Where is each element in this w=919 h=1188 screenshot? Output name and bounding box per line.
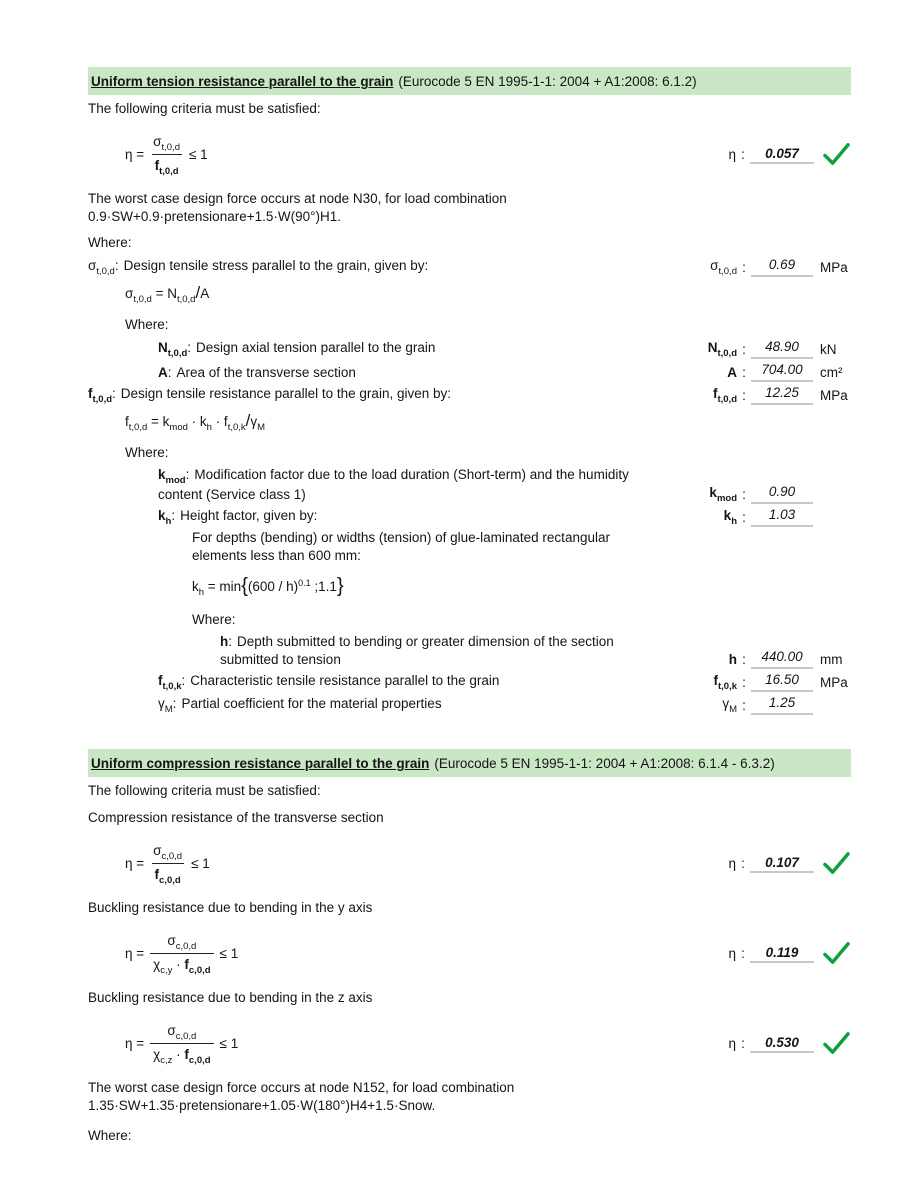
criterion-caption: Compression resistance of the transverse section bbox=[88, 810, 384, 825]
section-title: Uniform tension resistance parallel to the grain bbox=[91, 74, 394, 89]
section-code-reference: (Eurocode 5 EN 1995-1-1: 2004 + A1:2008: 6.1.4 - 6.3.2) bbox=[434, 756, 775, 771]
param-row-gammaM: $\gamma_M$: Partial coefficient for the material properties $\gamma_M$ : 1.25 bbox=[88, 694, 851, 715]
check-pass-icon bbox=[822, 1031, 851, 1056]
criterion-row-compression bbox=[88, 842, 851, 885]
result-block: η : 0.107 bbox=[655, 851, 851, 876]
kh-definition-formula: $k_h = \min\{(600 / h)^{0.1}$ ;1.1} bbox=[192, 575, 344, 598]
report-page bbox=[88, 0, 851, 1145]
where-label: Where: bbox=[88, 235, 132, 250]
fraction: $\frac{\sigma_{c,0,d}}{\chi_{c,y} \cdot f_{c,0,d}}$ bbox=[150, 932, 213, 975]
param-unit: cm² bbox=[820, 365, 843, 380]
kh-note-text: For depths (bending) or widths (tension) of glue-laminated rectangular elements less than 600 mm: bbox=[192, 530, 610, 563]
result-value: 0.119 bbox=[750, 945, 814, 963]
formula-lhs: η = bbox=[125, 147, 145, 162]
param-row-h: h: Depth submitted to bending or greater dimension of the section submitted to tension h : 440.00 mm bbox=[88, 633, 851, 669]
load-combination: 1.35·SW+1.35·pretensionare+1.05·W(180°)H4+1.5·Snow. bbox=[88, 1098, 436, 1113]
param-desc: Design tensile stress parallel to the grain, given by: bbox=[123, 258, 429, 273]
param-value: 12.25 bbox=[751, 384, 813, 405]
param-symbol: γ bbox=[158, 696, 165, 711]
result-value: 0.530 bbox=[750, 1035, 814, 1053]
criteria-intro-text: The following criteria must be satisfied: bbox=[88, 783, 321, 798]
param-symbol: h bbox=[220, 634, 229, 649]
param-symbol: A bbox=[158, 365, 168, 380]
param-desc: Area of the transverse section bbox=[176, 365, 356, 380]
where-label: Where: bbox=[88, 1128, 132, 1143]
formula-condition: ≤ 1 bbox=[191, 856, 210, 871]
param-symbol: N bbox=[158, 340, 168, 355]
section-code-reference: (Eurocode 5 EN 1995-1-1: 2004 + A1:2008: 6.1.2) bbox=[398, 74, 697, 89]
worst-case-text: The worst case design force occurs at node N152, for load combination 1.35·SW+1.35·pretensionare+1.05·W(180°)H4+1.5·Snow. bbox=[88, 1080, 515, 1113]
fraction: $\frac{\sigma_{c,0,d}}{\chi_{c,z} \cdot f_{c,0,d}}$ bbox=[150, 1022, 213, 1065]
param-value: 16.50 bbox=[751, 671, 813, 692]
result-block: η : 0.119 bbox=[655, 941, 851, 966]
param-value: 48.90 bbox=[751, 338, 813, 359]
ft0d-definition-formula: $f_{t,0,d} = k_{mod} \cdot k_h \cdot f_{t,0,k}/\gamma_M$ bbox=[125, 411, 266, 433]
result-block: η : 0.530 bbox=[655, 1031, 851, 1056]
result-symbol: η bbox=[728, 856, 736, 871]
param-unit: kN bbox=[820, 342, 837, 357]
param-desc: Design axial tension parallel to the grain bbox=[196, 340, 436, 355]
fraction: $\frac{\sigma_{t,0,d}}{f_{t,0,d}}$ bbox=[153, 134, 180, 177]
formula-lhs: η = bbox=[125, 856, 145, 871]
param-value: 704.00 bbox=[751, 361, 813, 382]
criteria-intro-text: The following criteria must be satisfied: bbox=[88, 101, 321, 116]
close-brace: } bbox=[336, 575, 344, 597]
param-unit: MPa bbox=[820, 675, 848, 690]
kh-note-row bbox=[88, 529, 851, 565]
param-value: 0.69 bbox=[751, 256, 813, 277]
param-symbol: σ bbox=[88, 258, 97, 273]
where-label: Where: bbox=[125, 317, 169, 332]
param-desc: Design tensile resistance parallel to the grain, given by: bbox=[120, 386, 451, 401]
criterion-row-buckling-y bbox=[88, 932, 851, 975]
param-value: 0.90 bbox=[751, 483, 813, 504]
section-header-compression bbox=[88, 749, 851, 777]
section-header-tension bbox=[88, 67, 851, 95]
check-pass-icon bbox=[822, 851, 851, 876]
param-symbol: k bbox=[158, 467, 166, 482]
check-pass-icon bbox=[822, 941, 851, 966]
formula-condition: ≤ 1 bbox=[189, 147, 208, 162]
param-desc: Partial coefficient for the material properties bbox=[181, 696, 442, 711]
check-pass-icon bbox=[822, 142, 851, 167]
criterion-row-buckling-z bbox=[88, 1022, 851, 1065]
param-desc: Characteristic tensile resistance parallel to the grain bbox=[190, 673, 500, 688]
param-unit: MPa bbox=[820, 260, 848, 275]
result-symbol: η bbox=[728, 147, 736, 162]
param-value: 440.00 bbox=[751, 648, 813, 669]
fraction: $\frac{\sigma_{c,0,d}}{f_{c,0,d}}$ bbox=[153, 843, 183, 886]
criterion-formula bbox=[88, 842, 655, 885]
criterion-formula bbox=[88, 932, 655, 975]
criterion-formula bbox=[88, 1022, 655, 1065]
result-symbol: η bbox=[728, 1036, 736, 1051]
param-row-A: A: Area of the transverse section A : 704.00 cm² bbox=[88, 361, 851, 382]
param-symbol: f bbox=[158, 673, 163, 688]
load-combination: 0.9·SW+0.9·pretensionare+1.5·W(90°)H1. bbox=[88, 209, 342, 224]
formula-condition: ≤ 1 bbox=[219, 946, 239, 961]
param-row-ft0k: $f_{t,0,k}$: Characteristic tensile resistance parallel to the grain $f_{t,0,k}$ : 16.50 MPa bbox=[88, 671, 851, 692]
param-symbol: k bbox=[158, 508, 166, 523]
criterion-formula bbox=[88, 133, 655, 176]
criterion-caption: Buckling resistance due to bending in the z axis bbox=[88, 990, 373, 1005]
param-unit: mm bbox=[820, 652, 843, 667]
param-unit: MPa bbox=[820, 388, 848, 403]
open-brace: { bbox=[241, 575, 248, 597]
exponent: 0.1 bbox=[298, 578, 311, 588]
param-desc: Modification factor due to the load duration (Short-term) and the humidity content (Service class 1) bbox=[158, 467, 629, 502]
formula-condition: ≤ 1 bbox=[219, 1036, 239, 1051]
param-row-ft0d: $f_{t,0,d}$: Design tensile resistance parallel to the grain, given by: $f_{t,0,d}$ : 12.25 MPa bbox=[88, 384, 851, 405]
result-value: 0.107 bbox=[750, 855, 814, 873]
result-block: η : 0.057 bbox=[655, 142, 851, 167]
worst-case-text: The worst case design force occurs at node N30, for load combination 0.9·SW+0.9·pretensionare+1.5·W(90°)H1. bbox=[88, 191, 507, 224]
param-desc: Height factor, given by: bbox=[180, 508, 318, 523]
result-value: 0.057 bbox=[750, 146, 814, 164]
param-row-N: $N_{t,0,d}$: Design axial tension parallel to the grain $N_{t,0,d}$ : 48.90 kN bbox=[88, 338, 851, 359]
result-symbol: η bbox=[728, 946, 736, 961]
section-title: Uniform compression resistance parallel to the grain bbox=[91, 756, 430, 771]
param-row-kh: $k_h$: Height factor, given by: $k_h$ : 1.03 bbox=[88, 506, 851, 527]
param-desc: Depth submitted to bending or greater dimension of the section submitted to tension bbox=[220, 634, 614, 667]
sigma-definition-formula: $\sigma_{t,0,d} = N_{t,0,d}/A$ bbox=[125, 283, 210, 305]
where-label: Where: bbox=[125, 445, 169, 460]
formula-lhs: η = bbox=[125, 1036, 145, 1051]
criterion-row-tension bbox=[88, 133, 851, 176]
param-symbol: f bbox=[88, 386, 93, 401]
param-value: 1.03 bbox=[751, 506, 813, 527]
criterion-caption: Buckling resistance due to bending in the y axis bbox=[88, 900, 373, 915]
param-row-kmod: $k_{mod}$: Modification factor due to the load duration (Short-term) and the humidity content (Service class 1) $k_{mod}$ : 0.90 bbox=[88, 466, 851, 504]
formula-lhs: η = bbox=[125, 946, 145, 961]
param-value: 1.25 bbox=[751, 694, 813, 715]
where-label: Where: bbox=[192, 612, 236, 627]
param-row-sigma-t0d: $\sigma_{t,0,d}$: Design tensile stress parallel to the grain, given by: $\sigma_{t,0,d}$ : 0.69 MPa bbox=[88, 256, 851, 277]
